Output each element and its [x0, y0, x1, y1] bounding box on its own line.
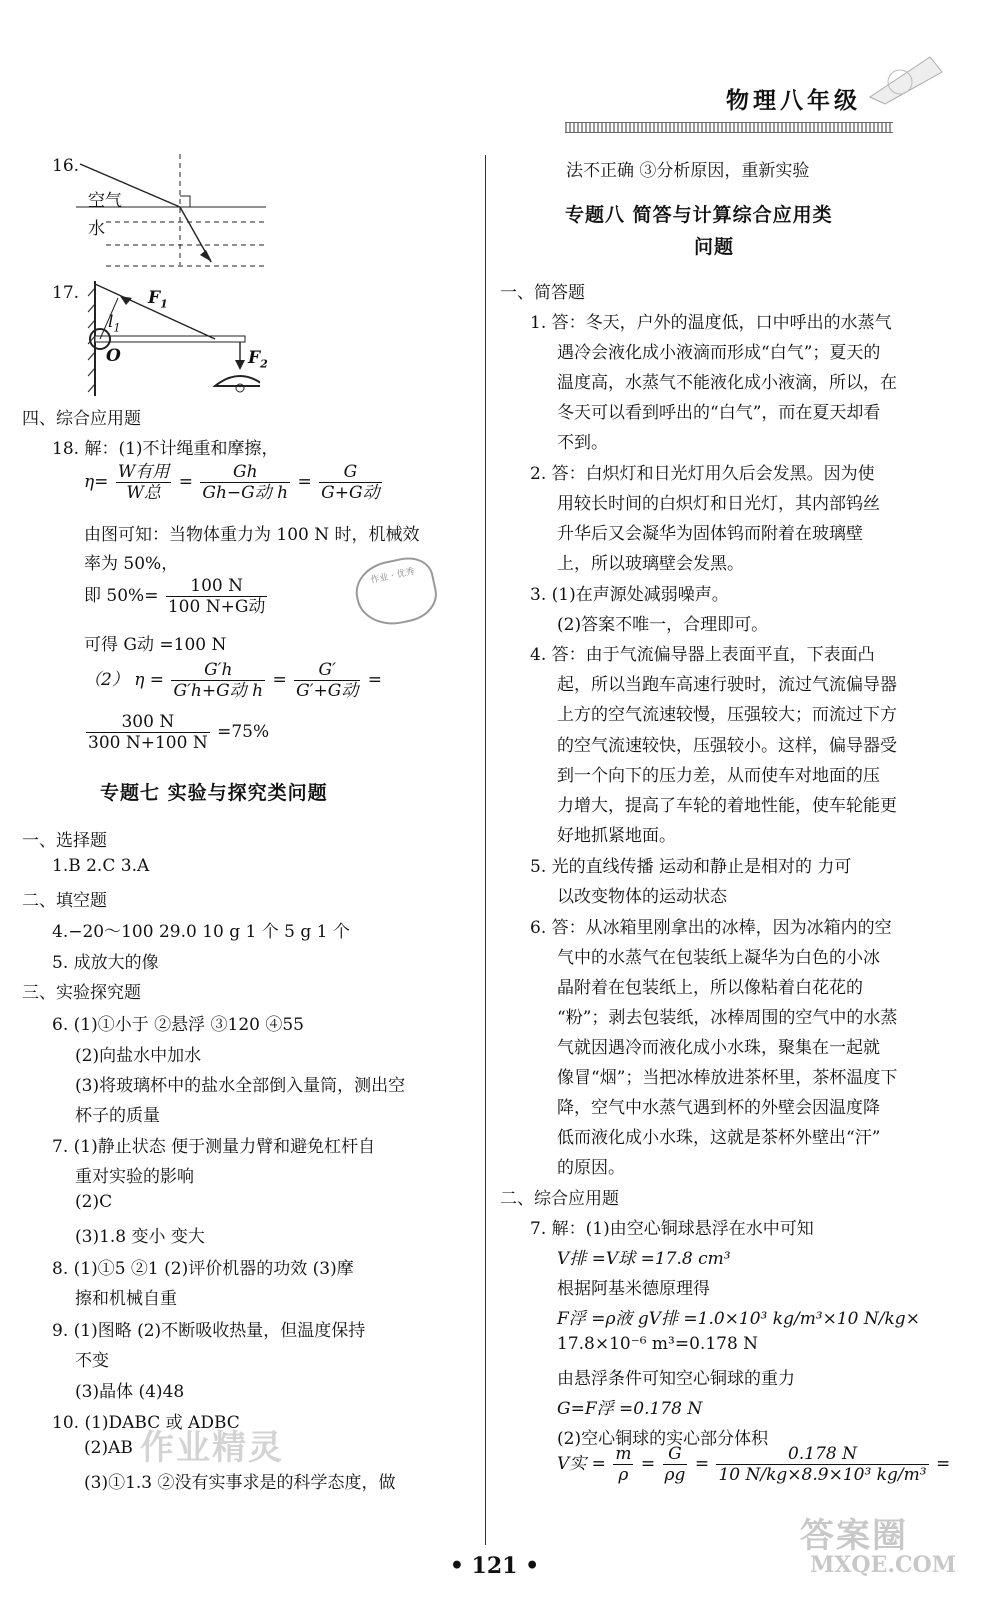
right-calc-line-7: (2)空心铜球的实心部分体积	[557, 1429, 769, 1449]
right-calc-line-1: V排 =V球 =17.8 cm³	[557, 1249, 731, 1269]
watermark-right: 答案圈	[800, 1516, 908, 1556]
right-line-25: 像冒“烟”；当把冰棒放进茶杯里，茶杯温度下	[557, 1068, 898, 1088]
left-line-3: 杯子的质量	[75, 1106, 160, 1126]
header-decoration-icon	[860, 42, 950, 112]
column-divider	[485, 155, 486, 1545]
right-line-18: 5. 光的直线传播 运动和静止是相对的 力可	[530, 857, 852, 877]
section4-title: 四、综合应用题	[22, 409, 141, 429]
right-continuation: 法不正确 ③分析原因，重新实验	[566, 161, 810, 181]
header-title: 物理八年级	[726, 88, 861, 114]
right-line-11: 4. 答：由于气流偏导器上表面平直，下表面凸	[530, 645, 875, 665]
q17-o-label: O	[106, 346, 121, 366]
section1-title: 一、选择题	[22, 831, 107, 851]
right-calc-line-0: 7. 解：(1)由空心铜球悬浮在水中可知	[530, 1219, 814, 1239]
left-line-4: 7. (1)静止状态 便于测量力臂和避免杠杆自	[52, 1137, 376, 1157]
left-line-0: 6. (1)①小于 ②悬浮 ③120 ④55	[52, 1015, 304, 1035]
topic8-title-line2: 问题	[694, 236, 735, 258]
right-line-7: 升华后又会凝华为固体钨而附着在玻璃壁	[557, 524, 863, 544]
right-line-9: 3. (1)在声源处减弱噪声。	[530, 585, 729, 605]
right-line-22: 晶附着在包装纸上，所以像粘着白花花的	[557, 978, 863, 998]
right-line-10: (2)答案不唯一，合理即可。	[557, 615, 769, 635]
right-v-equation: V实 = $\frac{m}{\rho}$ = $\frac{G}{\rho g}$ = $\frac{0.178 N}{\text{10 N/kg×8.9×10³ kg/m³}}$ =	[557, 1444, 951, 1485]
q16-water-label: 水	[88, 219, 105, 239]
q16-number: 16.	[52, 156, 80, 176]
right-line-15: 到一个向下的压力差，从而使车对地面的压	[557, 766, 880, 786]
left-line-12: (3)晶体 (4)48	[75, 1382, 185, 1402]
right-line-0: 1. 答：冬天，户外的温度低，口中呼出的水蒸气	[530, 313, 892, 333]
right-line-20: 6. 答：从冰箱里刚拿出的冰棒，因为冰箱内的空	[530, 918, 892, 938]
right-line-26: 降，空气中水蒸气遇到杯的外壁会因温度降	[557, 1098, 880, 1118]
page-number: • 121 •	[449, 1553, 540, 1579]
left-line-5: 重对实验的影响	[75, 1167, 194, 1187]
right-line-8: 上，所以玻璃壁会发黑。	[557, 554, 744, 574]
left-line-2: (3)将玻璃杯中的盐水全部倒入量筒，测出空	[75, 1076, 406, 1096]
watermark-right-url: MXQE.COM	[810, 1552, 957, 1578]
section2-title: 二、填空题	[22, 891, 107, 911]
right-calc-line-3: F浮 =ρ液 gV排 =1.0×10³ kg/m³×10 N/kg×	[557, 1309, 920, 1329]
right-line-28: 的原因。	[557, 1158, 625, 1178]
left-line-14: (2)AB	[84, 1438, 133, 1458]
right-line-23: “粉”；剥去包装纸，冰棒周围的空气中的水蒸	[557, 1008, 898, 1028]
answers-1-3: 1.B 2.C 3.A	[52, 856, 150, 876]
left-line-15: (3)①1.3 ②没有实事求是的科学态度，做	[84, 1473, 396, 1493]
right-line-4: 不到。	[557, 433, 608, 453]
right-line-13: 上方的空气流速较慢，压强较大；而流过下方	[557, 705, 897, 725]
right-line-12: 起，所以当跑车高速行驶时，流过气流偏导器	[557, 675, 897, 695]
answer-4: 4.−20～100 29.0 10 g 1 个 5 g 1 个	[52, 922, 350, 942]
right-calc-line-5: 由悬浮条件可知空心铜球的重力	[557, 1369, 795, 1389]
q18-line-b: 率为 50%，	[84, 554, 179, 574]
right-calc-line-4: 17.8×10⁻⁶ m³=0.178 N	[557, 1334, 759, 1354]
right-line-24: 气就因遇冷而液化成小水珠，聚集在一起就	[557, 1038, 880, 1058]
left-line-10: 9. (1)图略 (2)不断吸收热量，但温度保持	[52, 1321, 366, 1341]
right-line-14: 的空气流速较快，压强较小。这样，偏导器受	[557, 736, 897, 756]
left-line-11: 不变	[75, 1351, 109, 1371]
q18-intro: 18. 解：(1)不计绳重和摩擦，	[52, 439, 279, 459]
q18-line-d: 可得 G动 =100 N	[84, 635, 227, 655]
q17-f1-label: $F_1$	[148, 288, 168, 311]
right-line-5: 2. 答：白炽灯和日光灯用久后会发黑。因为使	[530, 464, 875, 484]
q17-lever-diagram	[80, 276, 260, 401]
q18-line-a: 由图可知：当物体重力为 100 N 时，机械效	[84, 525, 420, 545]
section3-title: 三、实验探究题	[22, 983, 141, 1003]
right-line-19: 以改变物体的运动状态	[557, 887, 727, 907]
right-line-2: 温度高，水蒸气不能液化成小液滴，所以，在	[557, 373, 897, 393]
approval-stamp: 作业 · 优秀	[350, 552, 442, 631]
right-line-21: 气中的水蒸气在包装纸上凝华为白色的小冰	[557, 948, 880, 968]
right-line-27: 低而液化成小水珠，这就是茶杯外壁出“汗”	[557, 1128, 881, 1148]
q18-eta-equation: η= $\frac{\text{W有用}}{\text{W总}}$ = $\frac{Gh}{\text{Gh−G动 h}}$ = $\frac{G}{\text{G+G动}}$	[84, 462, 380, 503]
right-line-16: 力增大，提高了车轮的着地性能，使车轮能更	[557, 796, 897, 816]
right-calc-line-2: 根据阿基米德原理得	[557, 1279, 710, 1299]
q18-line-f: $\frac{300 N}{300 N+100 N}$ =75%	[88, 712, 270, 753]
right-line-6: 用较长时间的白炽灯和日光灯，其内部钨丝	[557, 494, 880, 514]
header-rule	[565, 122, 893, 133]
left-line-1: (2)向盐水中加水	[75, 1046, 202, 1066]
q18-line-e: （2） η = $\frac{G'h}{\text{G′h+G动 h}}$ = $\frac{G'}{\text{G′+G动}}$ =	[84, 660, 383, 701]
left-line-6: (2)C	[75, 1192, 113, 1212]
left-line-13: 10. (1)DABC 或 ADBC	[52, 1413, 240, 1433]
left-line-7: (3)1.8 变小 变大	[75, 1227, 205, 1247]
right-line-3: 冬天可以看到呼出的“白气”，而在夏天却看	[557, 403, 881, 423]
right-section2-title: 二、综合应用题	[500, 1189, 619, 1209]
q17-number: 17.	[52, 283, 80, 303]
q16-air-label: 空气	[88, 191, 122, 211]
q18-line-c: 即 50%= $\frac{100 N}{\text{100 N+G动}}$	[84, 576, 266, 617]
right-line-17: 好地抓紧地面。	[557, 826, 676, 846]
q17-l1-label: $l_1$	[108, 312, 121, 335]
right-calc-line-6: G=F浮 =0.178 N	[557, 1399, 703, 1419]
left-line-9: 擦和机械自重	[75, 1289, 177, 1309]
watermark-left: 作业精灵	[140, 1428, 284, 1468]
right-line-1: 遇冷会液化成小液滴而形成“白气”；夏天的	[557, 343, 881, 363]
q17-f2-label: $F_2$	[248, 348, 268, 371]
right-section1-title: 一、简答题	[500, 283, 585, 303]
topic8-title-line1: 专题八 简答与计算综合应用类	[565, 204, 833, 226]
answer-5: 5. 成放大的像	[52, 953, 159, 973]
topic7-title: 专题七 实验与探究类问题	[100, 782, 328, 804]
left-line-8: 8. (1)①5 ②1 (2)评价机器的功效 (3)摩	[52, 1259, 354, 1279]
